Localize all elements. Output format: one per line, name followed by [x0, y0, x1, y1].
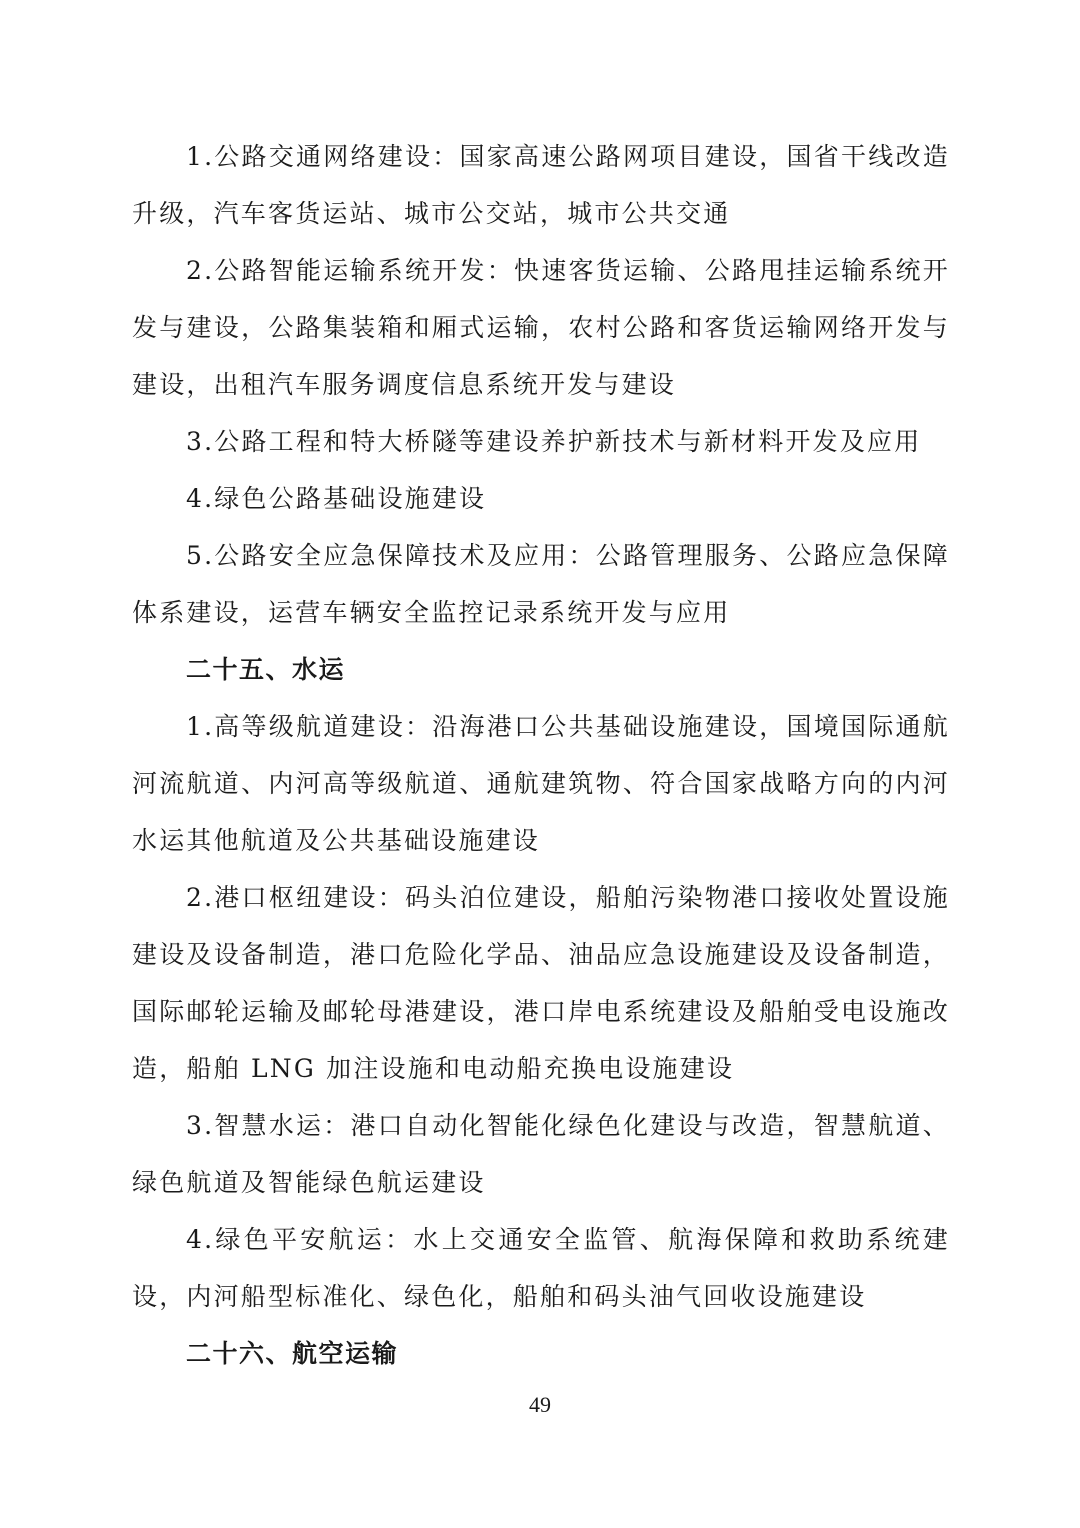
paragraph-port-hub: 2.港口枢纽建设：码头泊位建设，船舶污染物港口接收处置设施建设及设备制造，港口危险化学品、油品应急设施建设及设备制造，国际邮轮运输及邮轮母港建设，港口岸电系统建设及船舶受电设施改造，船舶 LNG 加注设施和电动船充换电设施建设: [132, 883, 950, 1083]
paragraph-road-safety: 5.公路安全应急保障技术及应用：公路管理服务、公路应急保障体系建设，运营车辆安全监控记录系统开发与应用: [132, 541, 950, 627]
paragraph-green-road: 4.绿色公路基础设施建设: [186, 484, 487, 513]
paragraph-road-network: 1.公路交通网络建设：国家高速公路网项目建设，国省干线改造升级，汽车客货运站、城市公交站，城市公共交通: [132, 142, 950, 228]
section-heading-air-transport: 二十六、航空运输: [186, 1339, 399, 1368]
page-number: 49: [529, 1392, 551, 1417]
section-heading-water-transport: 二十五、水运: [186, 655, 346, 684]
paragraph-road-intelligent-transport: 2.公路智能运输系统开发：快速客货运输、公路甩挂运输系统开发与建设，公路集装箱和厢式运输，农村公路和客货运输网络开发与建设，出租汽车服务调度信息系统开发与建设: [132, 256, 950, 399]
paragraph-green-safe-shipping: 4.绿色平安航运：水上交通安全监管、航海保障和救助系统建设，内河船型标准化、绿色化，船舶和码头油气回收设施建设: [132, 1225, 950, 1311]
paragraph-road-engineering: 3.公路工程和特大桥隧等建设养护新技术与新材料开发及应用: [186, 427, 922, 456]
paragraph-smart-shipping: 3.智慧水运：港口自动化智能化绿色化建设与改造，智慧航道、绿色航道及智能绿色航运建设: [132, 1111, 950, 1197]
paragraph-waterway: 1.高等级航道建设：沿海港口公共基础设施建设，国境国际通航河流航道、内河高等级航道、通航建筑物、符合国家战略方向的内河水运其他航道及公共基础设施建设: [132, 712, 950, 855]
document-body: [132, 128, 950, 1382]
